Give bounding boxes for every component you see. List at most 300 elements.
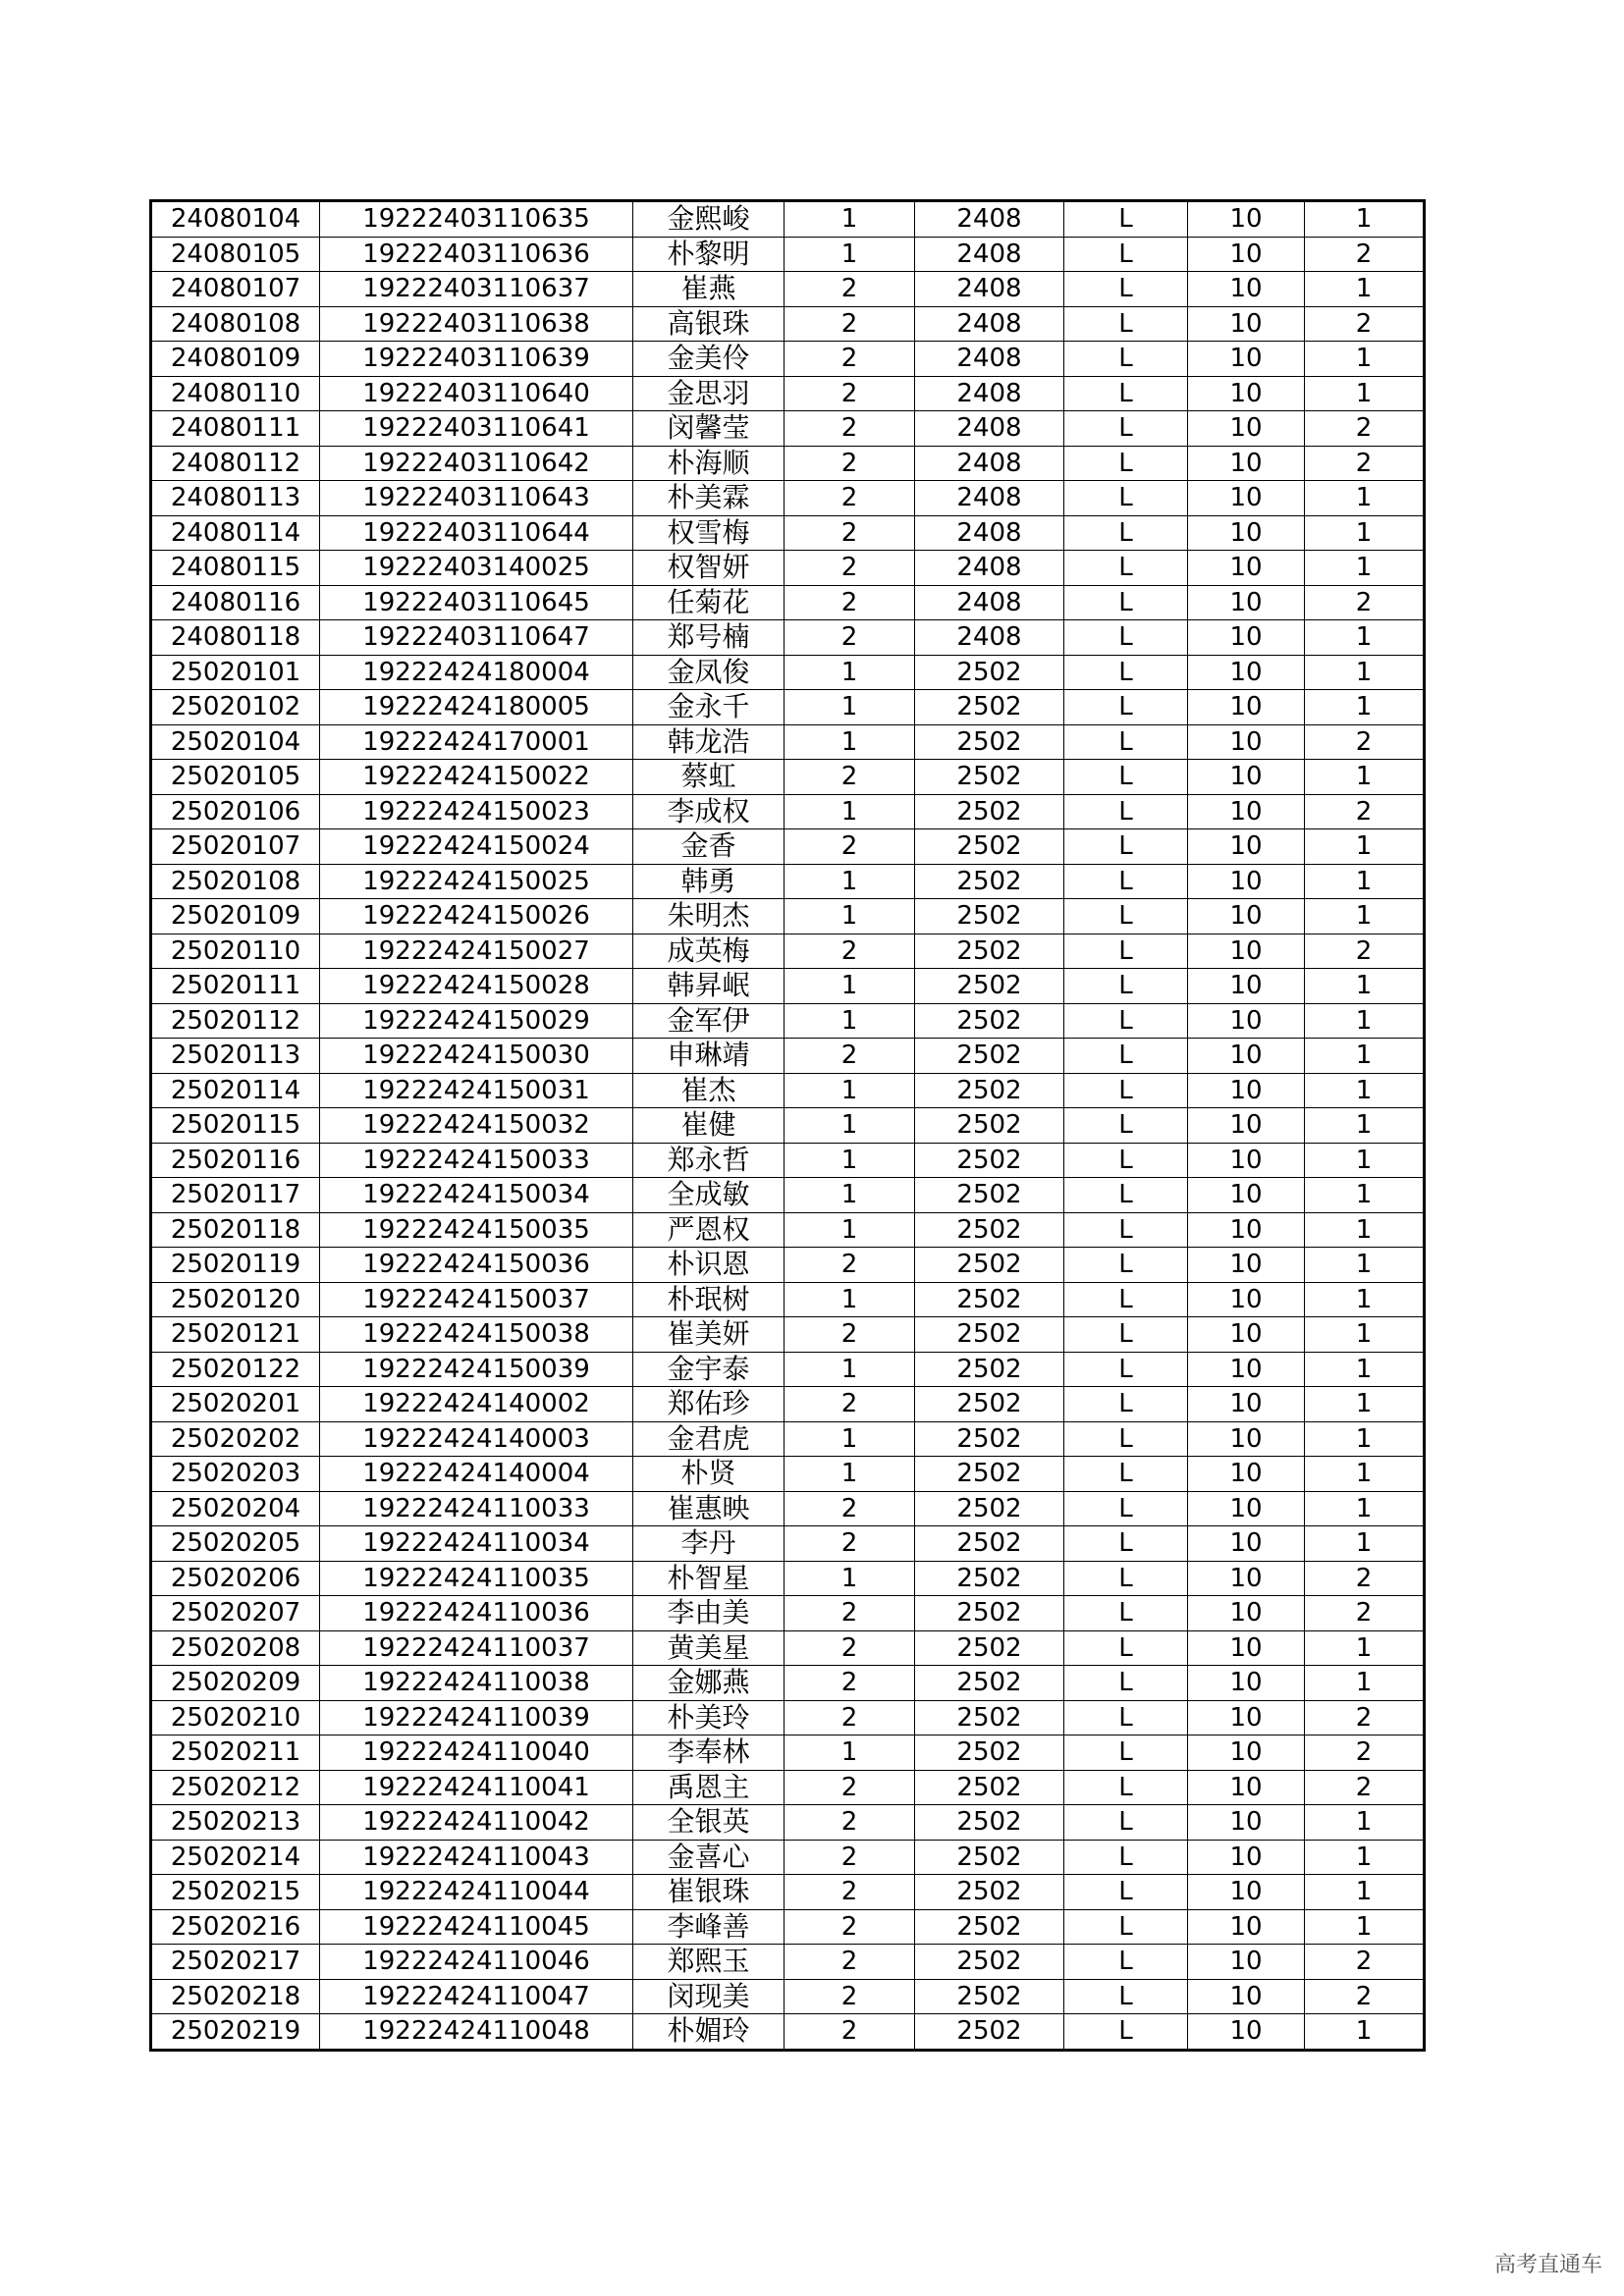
group-code-cell: 1 [1305,551,1425,586]
level-code-cell: L [1064,690,1188,725]
registration-number-cell: 19222424110036 [320,1596,633,1631]
student-name-cell: 全银英 [633,1805,785,1841]
class-code-cell: 2408 [915,272,1064,307]
registration-number-cell: 19222424110047 [320,1979,633,2014]
score-cell: 10 [1188,1630,1305,1666]
score-cell: 10 [1188,411,1305,447]
student-name-cell: 金军伊 [633,1003,785,1039]
registration-number-cell: 19222424110038 [320,1666,633,1701]
gender-code-cell: 2 [785,585,915,620]
student-name-cell: 权智妍 [633,551,785,586]
exam-id-cell: 25020102 [151,690,320,725]
level-code-cell: L [1064,1770,1188,1805]
class-code-cell: 2408 [915,515,1064,551]
score-cell: 10 [1188,1457,1305,1492]
exam-id-cell: 25020110 [151,934,320,969]
gender-code-cell: 2 [785,272,915,307]
student-name-cell: 成英梅 [633,934,785,969]
class-code-cell: 2502 [915,1248,1064,1283]
group-code-cell: 2 [1305,1945,1425,1980]
table-row [151,760,1425,795]
level-code-cell: L [1064,1178,1188,1213]
exam-id-cell: 25020205 [151,1526,320,1562]
registration-number-cell: 19222424150029 [320,1003,633,1039]
class-code-cell: 2502 [915,760,1064,795]
registration-number-cell: 19222424170001 [320,724,633,760]
level-code-cell: L [1064,481,1188,516]
registration-number-cell: 19222424110033 [320,1491,633,1526]
score-cell: 10 [1188,1596,1305,1631]
score-cell: 10 [1188,1909,1305,1945]
registration-number-cell: 19222403110638 [320,306,633,342]
level-code-cell: L [1064,934,1188,969]
level-code-cell: L [1064,1352,1188,1387]
table-row [151,969,1425,1004]
exam-id-cell: 24080112 [151,446,320,481]
exam-id-cell: 25020109 [151,899,320,934]
table-row [151,2014,1425,2051]
table-row [151,899,1425,934]
registration-number-cell: 19222424110039 [320,1700,633,1735]
class-code-cell: 2502 [915,1178,1064,1213]
level-code-cell: L [1064,794,1188,829]
gender-code-cell: 2 [785,411,915,447]
group-code-cell: 1 [1305,272,1425,307]
registration-number-cell: 19222424150032 [320,1108,633,1144]
table-row [151,1840,1425,1875]
group-code-cell: 2 [1305,724,1425,760]
level-code-cell: L [1064,1457,1188,1492]
exam-id-cell: 25020119 [151,1248,320,1283]
registration-number-cell: 19222424110044 [320,1875,633,1910]
gender-code-cell: 1 [785,1457,915,1492]
gender-code-cell: 2 [785,1875,915,1910]
class-code-cell: 2408 [915,446,1064,481]
student-name-cell: 崔银珠 [633,1875,785,1910]
class-code-cell: 2502 [915,1212,1064,1248]
table-row [151,1735,1425,1771]
level-code-cell: L [1064,1108,1188,1144]
score-cell: 10 [1188,1212,1305,1248]
student-name-cell: 李奉林 [633,1735,785,1771]
score-cell: 10 [1188,864,1305,899]
registration-number-cell: 19222424150035 [320,1212,633,1248]
registration-number-cell: 19222403110636 [320,237,633,272]
class-code-cell: 2502 [915,794,1064,829]
gender-code-cell: 1 [785,864,915,899]
exam-id-cell: 25020117 [151,1178,320,1213]
registration-number-cell: 19222403110643 [320,481,633,516]
level-code-cell: L [1064,376,1188,411]
level-code-cell: L [1064,760,1188,795]
exam-id-cell: 25020203 [151,1457,320,1492]
student-name-cell: 朴媚玲 [633,2014,785,2051]
level-code-cell: L [1064,1630,1188,1666]
student-name-cell: 崔燕 [633,272,785,307]
student-name-cell: 朴识恩 [633,1248,785,1283]
group-code-cell: 1 [1305,1630,1425,1666]
registration-number-cell: 19222424110040 [320,1735,633,1771]
score-cell: 10 [1188,1491,1305,1526]
class-code-cell: 2502 [915,2014,1064,2051]
student-name-cell: 朴贤 [633,1457,785,1492]
group-code-cell: 1 [1305,1805,1425,1841]
score-cell: 10 [1188,515,1305,551]
student-name-cell: 黄美星 [633,1630,785,1666]
table-row [151,690,1425,725]
score-cell: 10 [1188,760,1305,795]
student-table [149,199,1426,2052]
gender-code-cell: 2 [785,760,915,795]
gender-code-cell: 2 [785,1840,915,1875]
score-cell: 10 [1188,1666,1305,1701]
score-cell: 10 [1188,1735,1305,1771]
table-row [151,1317,1425,1353]
level-code-cell: L [1064,1735,1188,1771]
gender-code-cell: 2 [785,1700,915,1735]
group-code-cell: 2 [1305,1770,1425,1805]
class-code-cell: 2502 [915,1909,1064,1945]
class-code-cell: 2502 [915,1735,1064,1771]
student-name-cell: 朱明杰 [633,899,785,934]
level-code-cell: L [1064,1282,1188,1317]
exam-id-cell: 25020115 [151,1108,320,1144]
registration-number-cell: 19222424110046 [320,1945,633,1980]
gender-code-cell: 2 [785,1770,915,1805]
registration-number-cell: 19222403110640 [320,376,633,411]
gender-code-cell: 2 [785,620,915,656]
class-code-cell: 2502 [915,1561,1064,1596]
gender-code-cell: 1 [785,1143,915,1178]
level-code-cell: L [1064,1143,1188,1178]
gender-code-cell: 2 [785,306,915,342]
gender-code-cell: 2 [785,2014,915,2051]
table-row [151,1178,1425,1213]
class-code-cell: 2502 [915,899,1064,934]
student-name-cell: 申琳靖 [633,1039,785,1074]
exam-id-cell: 25020213 [151,1805,320,1841]
student-name-cell: 郑熙玉 [633,1945,785,1980]
group-code-cell: 1 [1305,1282,1425,1317]
exam-id-cell: 24080105 [151,237,320,272]
gender-code-cell: 1 [785,1108,915,1144]
score-cell: 10 [1188,1073,1305,1108]
level-code-cell: L [1064,237,1188,272]
score-cell: 10 [1188,1700,1305,1735]
table-row [151,1979,1425,2014]
group-code-cell: 1 [1305,1317,1425,1353]
exam-id-cell: 25020120 [151,1282,320,1317]
student-name-cell: 闵馨莹 [633,411,785,447]
student-name-cell: 全成敏 [633,1178,785,1213]
group-code-cell: 1 [1305,1491,1425,1526]
group-code-cell: 2 [1305,1979,1425,2014]
class-code-cell: 2408 [915,620,1064,656]
level-code-cell: L [1064,551,1188,586]
registration-number-cell: 19222424150027 [320,934,633,969]
gender-code-cell: 1 [785,724,915,760]
class-code-cell: 2502 [915,1352,1064,1387]
level-code-cell: L [1064,1212,1188,1248]
student-name-cell: 李由美 [633,1596,785,1631]
student-name-cell: 李丹 [633,1526,785,1562]
gender-code-cell: 1 [785,1003,915,1039]
gender-code-cell: 2 [785,1317,915,1353]
exam-id-cell: 24080113 [151,481,320,516]
table-row [151,934,1425,969]
gender-code-cell: 1 [785,1178,915,1213]
class-code-cell: 2502 [915,1700,1064,1735]
table-row [151,1248,1425,1283]
score-cell: 10 [1188,1143,1305,1178]
score-cell: 10 [1188,1108,1305,1144]
table-row [151,1212,1425,1248]
score-cell: 10 [1188,1387,1305,1422]
registration-number-cell: 19222424110045 [320,1909,633,1945]
student-name-cell: 朴美玲 [633,1700,785,1735]
gender-code-cell: 1 [785,1282,915,1317]
registration-number-cell: 19222424150031 [320,1073,633,1108]
gender-code-cell: 2 [785,934,915,969]
score-cell: 10 [1188,2014,1305,2051]
exam-id-cell: 25020204 [151,1491,320,1526]
table-row [151,1039,1425,1074]
class-code-cell: 2408 [915,306,1064,342]
table-row [151,342,1425,377]
registration-number-cell: 19222424110037 [320,1630,633,1666]
score-cell: 10 [1188,1770,1305,1805]
group-code-cell: 1 [1305,515,1425,551]
score-cell: 10 [1188,376,1305,411]
table-row [151,1700,1425,1735]
table-row [151,446,1425,481]
gender-code-cell: 1 [785,1073,915,1108]
registration-number-cell: 19222403110637 [320,272,633,307]
score-cell: 10 [1188,1561,1305,1596]
group-code-cell: 1 [1305,1875,1425,1910]
exam-id-cell: 25020105 [151,760,320,795]
class-code-cell: 2502 [915,864,1064,899]
gender-code-cell: 2 [785,1945,915,1980]
score-cell: 10 [1188,1840,1305,1875]
level-code-cell: L [1064,1421,1188,1457]
exam-id-cell: 24080107 [151,272,320,307]
level-code-cell: L [1064,1666,1188,1701]
class-code-cell: 2502 [915,829,1064,865]
gender-code-cell: 1 [785,237,915,272]
table-row [151,376,1425,411]
level-code-cell: L [1064,655,1188,690]
exam-id-cell: 25020206 [151,1561,320,1596]
table-row [151,515,1425,551]
exam-id-cell: 25020111 [151,969,320,1004]
level-code-cell: L [1064,1491,1188,1526]
level-code-cell: L [1064,1805,1188,1841]
level-code-cell: L [1064,201,1188,238]
registration-number-cell: 19222424110042 [320,1805,633,1841]
group-code-cell: 2 [1305,306,1425,342]
student-name-cell: 朴美霖 [633,481,785,516]
registration-number-cell: 19222424110043 [320,1840,633,1875]
gender-code-cell: 2 [785,446,915,481]
class-code-cell: 2502 [915,1805,1064,1841]
score-cell: 10 [1188,551,1305,586]
student-name-cell: 金熙峻 [633,201,785,238]
class-code-cell: 2502 [915,1073,1064,1108]
registration-number-cell: 19222424150023 [320,794,633,829]
student-name-cell: 崔惠映 [633,1491,785,1526]
group-code-cell: 1 [1305,829,1425,865]
exam-id-cell: 25020101 [151,655,320,690]
registration-number-cell: 19222424140002 [320,1387,633,1422]
group-code-cell: 2 [1305,237,1425,272]
exam-id-cell: 24080114 [151,515,320,551]
class-code-cell: 2502 [915,1630,1064,1666]
gender-code-cell: 1 [785,1352,915,1387]
gender-code-cell: 2 [785,551,915,586]
table-row [151,1387,1425,1422]
class-code-cell: 2408 [915,411,1064,447]
group-code-cell: 1 [1305,1457,1425,1492]
group-code-cell: 1 [1305,969,1425,1004]
exam-id-cell: 25020202 [151,1421,320,1457]
level-code-cell: L [1064,1248,1188,1283]
table-row [151,724,1425,760]
registration-number-cell: 19222424110035 [320,1561,633,1596]
score-cell: 10 [1188,690,1305,725]
group-code-cell: 1 [1305,1039,1425,1074]
exam-id-cell: 24080110 [151,376,320,411]
score-cell: 10 [1188,1945,1305,1980]
class-code-cell: 2408 [915,342,1064,377]
gender-code-cell: 2 [785,1666,915,1701]
group-code-cell: 1 [1305,1909,1425,1945]
student-name-cell: 金思羽 [633,376,785,411]
registration-number-cell: 19222424150030 [320,1039,633,1074]
level-code-cell: L [1064,515,1188,551]
exam-id-cell: 25020113 [151,1039,320,1074]
level-code-cell: L [1064,829,1188,865]
exam-id-cell: 25020208 [151,1630,320,1666]
student-name-cell: 高银珠 [633,306,785,342]
table-row [151,201,1425,238]
level-code-cell: L [1064,2014,1188,2051]
gender-code-cell: 2 [785,376,915,411]
class-code-cell: 2502 [915,1840,1064,1875]
score-cell: 10 [1188,237,1305,272]
class-code-cell: 2502 [915,1770,1064,1805]
group-code-cell: 2 [1305,1700,1425,1735]
table-row [151,620,1425,656]
level-code-cell: L [1064,724,1188,760]
exam-id-cell: 25020210 [151,1700,320,1735]
registration-number-cell: 19222424150025 [320,864,633,899]
gender-code-cell: 1 [785,969,915,1004]
level-code-cell: L [1064,411,1188,447]
class-code-cell: 2502 [915,690,1064,725]
class-code-cell: 2502 [915,655,1064,690]
table-row [151,1282,1425,1317]
class-code-cell: 2408 [915,201,1064,238]
student-name-cell: 金娜燕 [633,1666,785,1701]
group-code-cell: 1 [1305,1178,1425,1213]
exam-id-cell: 24080104 [151,201,320,238]
score-cell: 10 [1188,1003,1305,1039]
gender-code-cell: 1 [785,1561,915,1596]
class-code-cell: 2502 [915,1526,1064,1562]
gender-code-cell: 2 [785,1491,915,1526]
score-cell: 10 [1188,899,1305,934]
table-row [151,1352,1425,1387]
exam-id-cell: 25020116 [151,1143,320,1178]
group-code-cell: 1 [1305,760,1425,795]
score-cell: 10 [1188,1352,1305,1387]
gender-code-cell: 2 [785,1979,915,2014]
gender-code-cell: 1 [785,201,915,238]
level-code-cell: L [1064,446,1188,481]
table-row [151,1666,1425,1701]
student-name-cell: 金永千 [633,690,785,725]
student-table-body [151,201,1425,2051]
table-row [151,1003,1425,1039]
exam-id-cell: 24080108 [151,306,320,342]
exam-id-cell: 25020114 [151,1073,320,1108]
score-cell: 10 [1188,794,1305,829]
table-row [151,1421,1425,1457]
gender-code-cell: 1 [785,1212,915,1248]
registration-number-cell: 19222424150033 [320,1143,633,1178]
level-code-cell: L [1064,1317,1188,1353]
student-name-cell: 权雪梅 [633,515,785,551]
student-name-cell: 闵现美 [633,1979,785,2014]
gender-code-cell: 1 [785,690,915,725]
student-name-cell: 韩昇岷 [633,969,785,1004]
registration-number-cell: 19222424140004 [320,1457,633,1492]
level-code-cell: L [1064,1387,1188,1422]
score-cell: 10 [1188,306,1305,342]
level-code-cell: L [1064,342,1188,377]
level-code-cell: L [1064,306,1188,342]
group-code-cell: 1 [1305,376,1425,411]
group-code-cell: 1 [1305,1212,1425,1248]
table-row [151,1770,1425,1805]
level-code-cell: L [1064,899,1188,934]
student-name-cell: 金君虎 [633,1421,785,1457]
class-code-cell: 2502 [915,1387,1064,1422]
level-code-cell: L [1064,1875,1188,1910]
level-code-cell: L [1064,1596,1188,1631]
exam-id-cell: 25020214 [151,1840,320,1875]
registration-number-cell: 19222403110644 [320,515,633,551]
group-code-cell: 1 [1305,1143,1425,1178]
table-row [151,481,1425,516]
exam-id-cell: 25020215 [151,1875,320,1910]
table-row [151,272,1425,307]
table-row [151,1491,1425,1526]
class-code-cell: 2502 [915,934,1064,969]
group-code-cell: 2 [1305,1735,1425,1771]
student-name-cell: 郑佑珍 [633,1387,785,1422]
group-code-cell: 2 [1305,585,1425,620]
gender-code-cell: 2 [785,481,915,516]
class-code-cell: 2502 [915,1421,1064,1457]
exam-id-cell: 25020108 [151,864,320,899]
student-name-cell: 朴智星 [633,1561,785,1596]
class-code-cell: 2502 [915,969,1064,1004]
score-cell: 10 [1188,1875,1305,1910]
level-code-cell: L [1064,1909,1188,1945]
exam-id-cell: 25020212 [151,1770,320,1805]
